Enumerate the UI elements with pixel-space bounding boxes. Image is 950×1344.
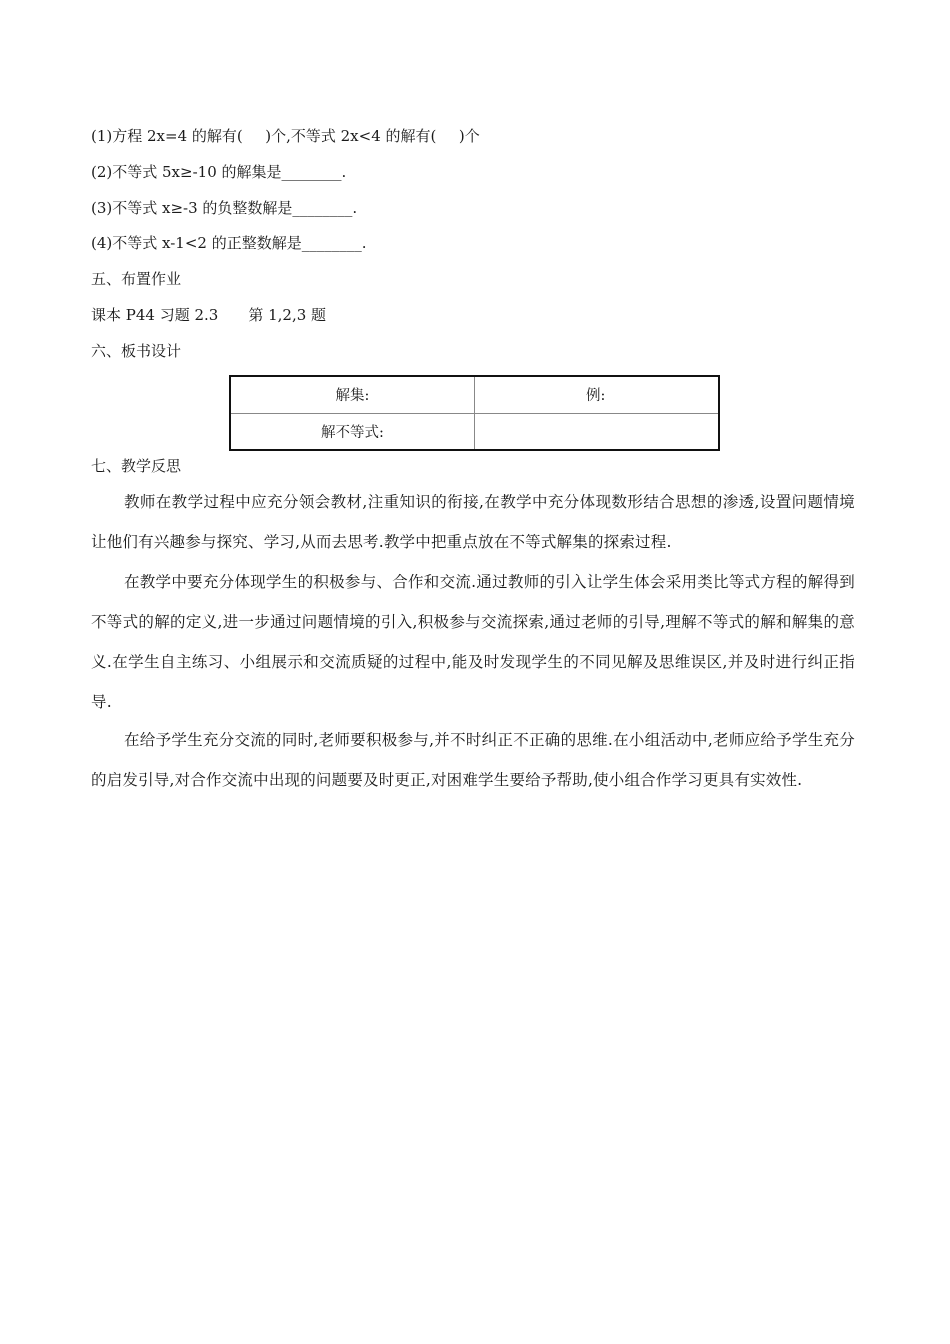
table-cell-solution-set: 解集: <box>231 377 475 413</box>
homework-heading: 五、布置作业 <box>91 270 182 288</box>
table-cell-example: 例: <box>475 377 719 413</box>
reflection-heading: 七、教学反思 <box>91 457 182 475</box>
exercise-1: (1)方程 2x=4 的解有( )个,不等式 2x<4 的解有( )个 <box>91 127 480 145</box>
reflection-paragraph-3: 在给予学生充分交流的同时,老师要积极参与,并不时纠正不正确的思维.在小组活动中,老师应给予学生充分的启发引导,对合作交流中出现的问题要及时更正,对困难学生要给予帮助,使小组合作学习更具有实效性. <box>91 731 855 789</box>
table-cell-solve-inequality: 解不等式: <box>231 413 475 449</box>
reflection-paragraph-1: 教师在教学过程中应充分领会教材,注重知识的衔接,在教学中充分体现数形结合思想的渗透,设置问题情境让他们有兴趣参与探究、学习,从而去思考.教学中把重点放在不等式解集的探索过程. <box>91 493 855 551</box>
board-design-heading: 六、板书设计 <box>91 342 182 360</box>
table-cell-empty <box>475 413 719 449</box>
homework-text: 课本 P44 习题 2.3 第 1,2,3 题 <box>91 306 327 324</box>
table-row <box>231 413 718 449</box>
reflection-paragraph-2: 在教学中要充分体现学生的积极参与、合作和交流.通过教师的引入让学生体会采用类比等式方程的解得到不等式的解的定义,进一步通过问题情境的引入,积极参与交流探索,通过老师的引导,理解不等式的解和解集的意义.在学生自主练习、小组展示和交流质疑的过程中,能及时发现学生的不同见解及思维误区,并及时进行纠正指导. <box>91 573 855 711</box>
board-design-table <box>229 375 720 451</box>
exercise-2: (2)不等式 5x≥-10 的解集是________. <box>91 163 347 181</box>
exercise-4: (4)不等式 x-1<2 的正整数解是________. <box>91 234 367 252</box>
exercise-3: (3)不等式 x≥-3 的负整数解是________. <box>91 199 358 217</box>
table-row <box>231 377 718 413</box>
